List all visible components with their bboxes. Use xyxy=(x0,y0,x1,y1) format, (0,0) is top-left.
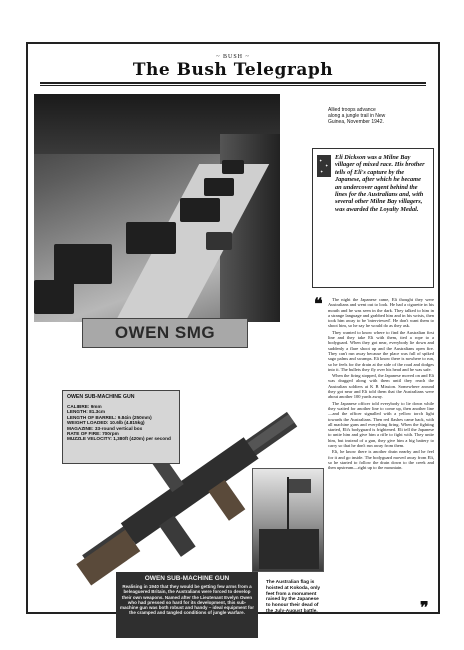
masthead-rule xyxy=(40,82,426,84)
flag-photo-caption: The Australian flag is hoisted at Kokoda, only feet from a monument raised by the Japanese to honour their dead of the July-August battle. xyxy=(266,580,321,614)
masthead-rule-thin xyxy=(40,85,426,86)
story-paragraph: When the firing stopped, the Japanese moved on and Eli was dragged along with them until they reach the Australian soldiers at K B Mission. Somewhere around they got near and Eli told them that the Australians were about another 100 yards away. xyxy=(328,373,434,400)
spec-line: MAGAZINE: 33-round vertical box xyxy=(67,425,143,431)
truck xyxy=(126,222,176,254)
newspaper-page xyxy=(26,42,440,617)
owen-history-box xyxy=(116,572,258,638)
story-paragraph: They wanted to know where to find the Australian first line and they take Eli with them, tied a rope to a bodyguard. When they got near, everybody lie down and suddenly a flare shoot up and the Australians open fire. They can't run away because the place was full of spiked sago palms and swamps. Eli know there is nowhere to run, so he feels for the drain at the side of the road and dodges into it. The bullets they fly over his head and he was safe. xyxy=(328,329,434,372)
spec-line: CALIBRE: 9mm xyxy=(67,404,102,409)
photo-caption: Allied troops advance along a jungle trail in New Guinea, November 1942. xyxy=(328,107,386,125)
convoy-photo xyxy=(34,94,280,322)
specifications-box xyxy=(62,390,180,464)
owen-smg-banner: OWEN SMG xyxy=(82,318,248,348)
spec-line: RATE OF FIRE: 700rpm xyxy=(67,431,119,437)
spec-line: LENGTH OF BARREL: 9.84in (250mm) xyxy=(67,414,152,420)
intro-text: Eli Dickson was a Milne Bay villager of mixed race. His brother tells of Eli's capture by the Japanese, after which he became an undercover agent behind the lines for the Australians and, with several other Milne Bay villagers, was awarded the Loyalty Medal. xyxy=(335,154,425,213)
story-paragraph: The night the Japanese came, Eli thought they were Australians and went out to look. He had a cigarette in his mouth and he was seen in the dark. They talked to him in a strange language and grabbed him and in his wrists, then took him away to be 'interviewed'. He don't want them to shoot him, so he say he would do as they ask. xyxy=(328,297,434,329)
masthead-title: The Bush Telegraph xyxy=(132,60,334,80)
truck xyxy=(34,280,74,314)
open-quote-icon: ❝ xyxy=(314,294,323,313)
intro-box xyxy=(312,148,434,288)
spec-line: MUZZLE VELOCITY: 1,380ft (420m) per second xyxy=(67,436,171,442)
spec-line: WEIGHT LOADED: 10.6lb (4.815kg) xyxy=(67,420,145,426)
truck xyxy=(222,160,244,174)
jeep xyxy=(206,232,232,250)
close-quote-icon: ❞ xyxy=(420,598,429,617)
history-title: OWEN SUB-MACHINE GUN xyxy=(144,575,230,582)
history-text: Realising in 1940 that they would be getting few arms from a beleaguered Britain, the Australians were forced to develop their own weapons. Named after the Lieutenant Evelyn Owen who had pressed so hard for its development, this sub-machine gun was both robust and handy – ideal equipment for the cramped and tangled conditions of jungle warfare. xyxy=(120,584,255,616)
story-paragraph: Eli, he know there is another drain nearby and he feel for it and go inside. The bodyguard moved away from Eli, so he started to follow the drain down to the creek and then upstream—right up to the mountain. xyxy=(328,449,434,471)
truck xyxy=(54,244,112,284)
spec-line: LENGTH: 81.3cm xyxy=(67,409,106,415)
masthead-ornament: ~ BUSH ~ xyxy=(216,54,250,60)
truck xyxy=(204,178,234,196)
australian-flag-icon: ✦ ✦ ✦ xyxy=(317,155,331,177)
story-column xyxy=(328,297,434,472)
soldiers xyxy=(259,529,319,569)
flag xyxy=(289,479,311,493)
story-paragraph: The Japanese officer told everybody to lie down while they waited for another line to come up, then another line—and the officer signalled with a yellow torch light towards the Australians. Then red flashes came back, with all machine guns and everything firing. When the fighting started, Eli's bodyguard is frightened. Eli tell the Japanese to untie him and give him a rifle to fight with. They untie him, but instead of a gun, they give him a big battery to carry so that he don't run away from them. xyxy=(328,400,434,449)
flag-hoisting-photo xyxy=(252,468,324,572)
truck xyxy=(180,198,220,222)
spec-title: OWEN SUB-MACHINE GUN xyxy=(67,394,135,400)
